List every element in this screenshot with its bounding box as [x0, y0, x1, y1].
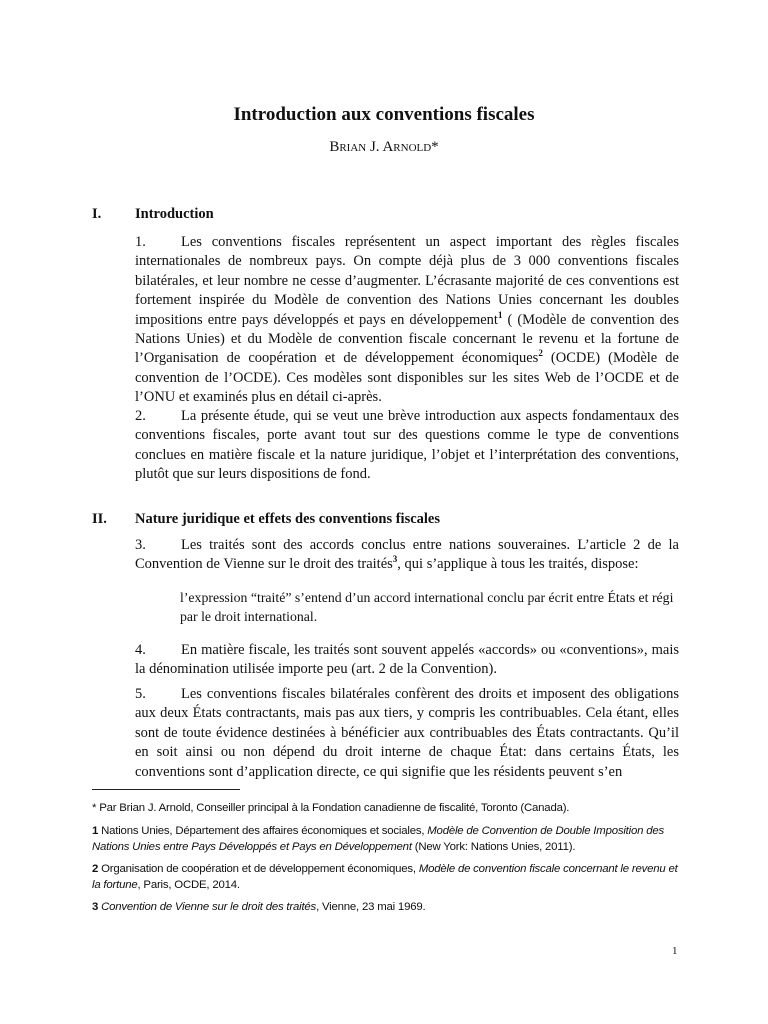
section-title: Introduction — [135, 206, 214, 222]
page-number: 1 — [672, 945, 678, 957]
paragraph-2 — [135, 407, 679, 485]
paragraph-3 — [135, 536, 679, 575]
section-number: II. — [92, 511, 107, 527]
paragraph-number: 3. — [135, 537, 146, 553]
paragraph-number: 5. — [135, 686, 146, 702]
footnote-title: Modèle de convention fiscale concernant le revenu et la fortune — [92, 863, 678, 891]
paragraph-text: Les conventions fiscales bilatérales confèrent des droits et imposent des obligations aux deux États contractants, mais pas aux tiers, y compris les contribuables. Cela étant, elles sont de toute évidence destinées à bénéficier aux contribuables des États contractants. Qu’il en soit ainsi ou non dépend du droit interne de chaque État: dans certains États, les conventions sont d’application directe, ce qui signifie que les résidents peuvent s’en — [135, 686, 679, 780]
paragraph-5 — [135, 685, 679, 782]
footnote-1 — [92, 823, 682, 855]
paragraph-text: En matière fiscale, les traités sont souvent appelés «accords» ou «conventions», mais la dénomination utilisée importe peu (art. 2 de la Convention). — [135, 642, 679, 678]
document-author: Brian J. Arnold* — [329, 139, 439, 155]
paragraph-number: 2. — [135, 408, 146, 424]
footnote-number: 2 — [92, 863, 99, 875]
footnote-text: (New York: Nations Unies, 2011). — [411, 841, 576, 853]
paragraph-text: ( (Modèle de convention des Nations Unies) et du Modèle de convention fiscale concernant le revenu et la fortune de l’Organisation de coopération et de développement économiques — [135, 311, 679, 367]
footnote-text: , Vienne, 23 mai 1969. — [316, 901, 426, 913]
footnote-text: Organisation de coopération et de développement économiques, — [98, 863, 419, 875]
footnote-number: 3 — [92, 901, 99, 913]
footnote-title: Modèle de Convention de Double Imposition des Nations Unies entre Pays Développés et Pays en Développement — [92, 825, 664, 853]
paragraph-text: (OCDE) (Modèle de convention de l’OCDE). Ces modèles sont disponibles sur les sites Web de l’OCDE et de l’ONU et examinés plus en détail ci-après. — [135, 350, 679, 406]
footnote-ref: 3 — [392, 554, 398, 565]
footnote-divider — [92, 789, 240, 790]
section-number: I. — [92, 206, 102, 222]
footnote-3 — [92, 899, 682, 915]
footnote-title: Convention de Vienne sur le droit des traités — [101, 901, 317, 913]
paragraph-text: La présente étude, qui se veut une brève introduction aux aspects fondamentaux des conventions fiscales, porte avant tout sur des questions comme le type de conventions conclues en matière fiscale et la nature juridique, l’objet et l’interprétation des conventions, plutôt que sur leurs dispositions de fond. — [135, 408, 679, 483]
paragraph-number: 4. — [135, 642, 146, 658]
paragraph-number: 1. — [135, 234, 146, 250]
footnote-ref: 2 — [538, 348, 543, 359]
footnote-ref: 1 — [497, 309, 503, 320]
paragraph-text: Les traités sont des accords conclus entre nations souveraines. L’article 2 de la Convention de Vienne sur le droit des traités — [135, 537, 679, 573]
document-title: Introduction aux conventions fiscales — [233, 104, 535, 125]
section-title: Nature juridique et effets des conventions fiscales — [135, 511, 441, 527]
footnote-author: * Par Brian J. Arnold, Conseiller principal à la Fondation canadienne de fiscalité, Toronto (Canada). — [92, 802, 570, 814]
paragraph-text: , qui s’applique à tous les traités, dispose: — [397, 556, 639, 573]
footnote-text: Nations Unies, Département des affaires économiques et sociales, — [98, 825, 428, 837]
footnote-text: , Paris, OCDE, 2014. — [137, 879, 240, 891]
section-heading-1 — [92, 204, 214, 224]
paragraph-4 — [135, 641, 679, 680]
footnote-2 — [92, 861, 682, 893]
paragraph-text: Les conventions fiscales représentent un aspect important des règles fiscales internationales de nombreux pays. On compte déjà plus de 3 000 conventions fiscales bilatérales, et leur nombre ne cesse d’augmenter. L’écrasante majorité de ces conventions est fortement inspirée du Modèle de convention des Nations Unies concernant les doubles impositions entre pays développés et pays en développement — [135, 234, 679, 328]
section-heading-2 — [92, 509, 440, 529]
footnote-number: 1 — [92, 825, 99, 837]
paragraph-1 — [135, 233, 679, 408]
block-quote: l’expression “traité” s’entend d’un accord international conclu par écrit entre États et régi par le droit international. — [180, 590, 674, 625]
